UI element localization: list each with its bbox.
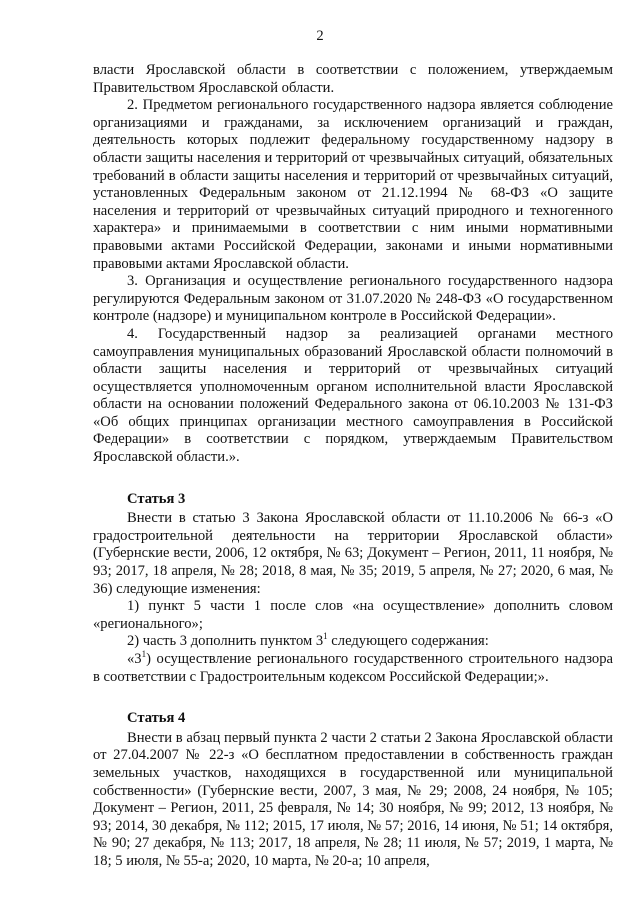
document-body bbox=[93, 62, 613, 871]
article-3-item-2 bbox=[93, 633, 613, 651]
article-3-item-2-text: 2) часть 3 дополнить пунктом 3 bbox=[127, 633, 324, 650]
superscript: 1 bbox=[141, 649, 147, 659]
paragraph-item-3: 3. Организация и осуществление регионального государственного надзора регулируются Федеральным законом от 31.07.2020 № 248-ФЗ «О государственном контроле (надзоре) и муниципальном контроле в Российской Федерации». bbox=[93, 273, 613, 325]
article-3-quote-open: «3 bbox=[127, 651, 142, 667]
article-3-quote bbox=[93, 651, 613, 686]
article-4-heading: Статья 4 bbox=[127, 710, 186, 727]
article-3-heading: Статья 3 bbox=[127, 490, 186, 507]
page-number: 2 bbox=[316, 28, 324, 44]
article-3-item-1: 1) пункт 5 части 1 после слов «на осуществление» дополнить словом «регионального»; bbox=[93, 598, 613, 632]
article-3-quote-text: ) осуществление регионального государственного строительного надзора в соответствии с Градостроительным кодексом Российской Федерации;». bbox=[93, 651, 613, 685]
article-3-item-2-tail: следующего содержания: bbox=[327, 633, 489, 650]
paragraph-item-4: 4. Государственный надзор за реализацией органами местного самоуправления муниципальных образований Ярославской области полномочий в области защиты населения и территорий от чрезвычайных ситуаций осуществляется уполномоченным органом исполнительной власти Ярославской области на основании положений Федерального закона от 06.10.2003 № 131-ФЗ «Об общих принципах организации местного самоуправления в Российской Федерации» в соответствии с порядком, утверждаемым Правительством Ярославской области.». bbox=[93, 325, 613, 466]
paragraph-item-2: 2. Предметом регионального государственного надзора является соблюдение организациями и гражданами, за исключением организаций и граждан, деятельность которых подлежит федеральному государственному надзору в области защиты населения и территорий от чрезвычайных ситуаций, обязательных требований в области защиты населения и территорий от чрезвычайных ситуаций, установленных Федеральным законом от 21.12.1994 № 68-ФЗ «О защите населения и территорий от чрезвычайных ситуаций природного и техногенного характера» и принимаемыми в соответствии с ним иными нормативными правовыми актами Российской Федерации, законами и иными нормативными правовыми актами Ярославской области. bbox=[93, 97, 613, 272]
paragraph-continuation: власти Ярославской области в соответствии с положением, утверждаемым Правительством Ярославской области. bbox=[93, 62, 613, 96]
article-4-text: Внести в абзац первый пункта 2 части 2 статьи 2 Закона Ярославской области от 27.04.2007 № 22-з «О бесплатном предоставлении в собственность граждан земельных участков, находящихся в государственной или муниципальной собственности» (Губернские вести, 2007, 3 мая, № 29; 2008, 24 ноября, № 105; Документ – Регион, 2011, 25 февраля, № 14; 30 ноября, № 99; 2012, 13 ноября, № 93; 2014, 30 декабря, № 112; 2015, 17 июля, № 57; 2016, 14 июня, № 51; 14 октября, № 90; 27 декабря, № 113; 2017, 18 апреля, № 28; 11 июля, № 57; 2019, 1 марта, № 18; 5 июля, № 55-а; 2020, 10 марта, № 20-а; 10 апреля, bbox=[93, 729, 613, 869]
superscript: 1 bbox=[323, 631, 328, 642]
article-3-intro: Внести в статью 3 Закона Ярославской области от 11.10.2006 № 66-з «О градостроительной деятельности на территории Ярославской области» (Губернские вести, 2006, 12 октября, № 63; Документ – Регион, 2011, 11 ноября, № 93; 2017, 18 апреля, № 28; 2018, 8 мая, № 35; 2019, 5 апреля, № 27; 2020, 6 мая, № 36) следующие изменения: bbox=[93, 510, 613, 597]
